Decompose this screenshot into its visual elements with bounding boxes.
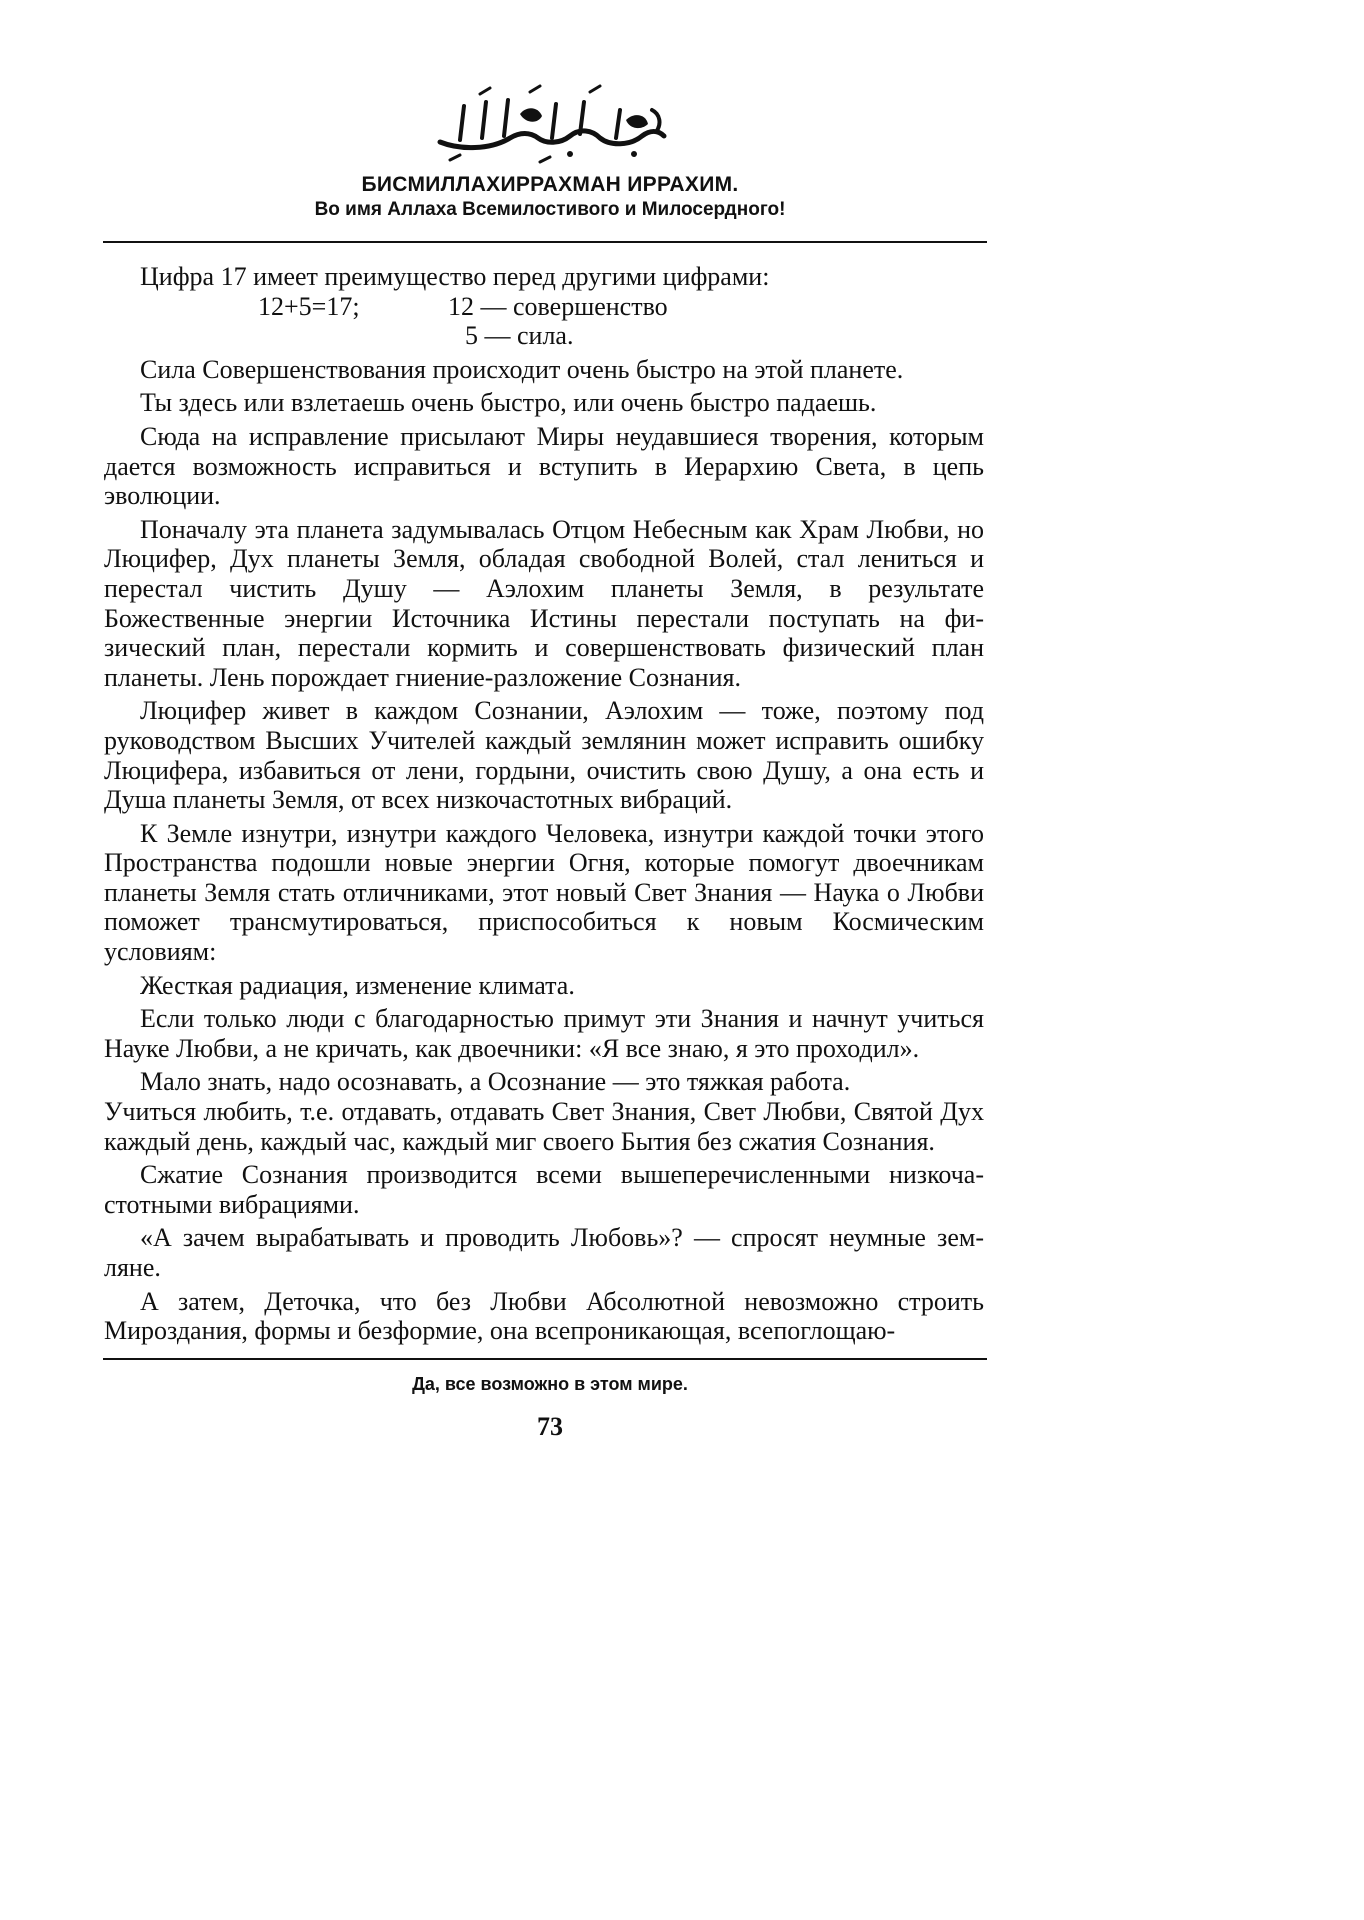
- paragraph: Поначалу эта планета задумывалась Отцом Небесным как Храм Любви, но Люцифер, Дух планеты Земля, обладая свободной Волей, стал лениться и перестал чистить Душу — Аэлохим планеты Земля, в результате Божественные энергии Источника Истины перестали поступать на физический план, перестали кормить и совершенствовать физический план планеты. Лень порождает гниение-разложение Сознания.: [104, 514, 984, 692]
- basmala-calligraphy: [420, 80, 680, 170]
- paragraph: Сжатие Сознания производится всеми вышеперечисленными низкочастотными вибрациями.: [104, 1160, 984, 1219]
- paragraph: Сила Совершенствования происходит очень быстро на этой планете.: [140, 354, 904, 384]
- paragraph: Жесткая радиация, изменение климата.: [140, 970, 575, 1000]
- paragraph: Люцифер живет в каждом Сознании, Аэлохим — тоже, поэтому под руководством Высших Учителей каждый землянин может исправить ошибку Люцифера, избавиться от лени, гордыни, очистить свою Душу, а она есть и Душа планеты Земля, от всех низкочастотных вибраций.: [104, 696, 984, 815]
- formula-row: [104, 292, 984, 322]
- formula-sum: 12+5=17;: [258, 291, 360, 321]
- footer-divider: [103, 1358, 987, 1360]
- header-title: БИСМИЛЛАХИРРАХМАН ИРРАХИМ.: [361, 173, 739, 196]
- paragraph: Если только люди с благодарностью примут эти Знания и начнут учиться Науке Любви, а не кричать, как двоечники: «Я все знаю, я это проходил».: [104, 1004, 984, 1063]
- paragraph: Сюда на исправление присылают Миры неудавшиеся творения, которым дается возможность исправиться и вступить в Иерархию Света, в цепь эволюции.: [104, 421, 984, 511]
- page-number: 73: [537, 1412, 563, 1441]
- body-text: [104, 262, 984, 1346]
- paragraph: А затем, Деточка, что без Любви Абсолютной невозможно строить Мироздания, формы и безформие, она всепроникающая, всепоглощаю-: [104, 1286, 984, 1346]
- paragraph: Цифра 17 имеет преимущество перед другими цифрами:: [140, 262, 770, 291]
- paragraph: «А зачем вырабатывать и проводить Любовь»? — спросят неумные земляне.: [104, 1223, 984, 1282]
- page-header: [0, 80, 1100, 222]
- formula-5: 5 — сила.: [465, 321, 574, 351]
- header-divider: [103, 241, 987, 243]
- formula-12: 12 — совершенство: [448, 291, 668, 321]
- paragraph: Учиться любить, т.е. отдавать, отдавать Свет Знания, Свет Любви, Святой Дух каждый день, каждый час, каждый миг своего Бытия без сжатия Сознания.: [104, 1097, 984, 1156]
- header-subtitle: Во имя Аллаха Всемилостивого и Милосердного!: [314, 199, 786, 220]
- paragraph: Мало знать, надо осознавать, а Осознание — это тяжкая работа.: [140, 1067, 851, 1097]
- formula-row: [104, 321, 984, 351]
- footer-quote: Да, все возможно в этом мире.: [412, 1374, 688, 1394]
- paragraph: К Земле изнутри, изнутри каждого Человека, изнутри каждой точки этого Пространства подошли новые энергии Огня, которые помогут двоечникам планеты Земля стать отличниками, этот новый Свет Знания — Наука о Любви поможет трансмутироваться, приспособиться к новым Космическим условиям:: [104, 818, 984, 967]
- paragraph: Ты здесь или взлетаешь очень быстро, или очень быстро падаешь.: [140, 388, 877, 418]
